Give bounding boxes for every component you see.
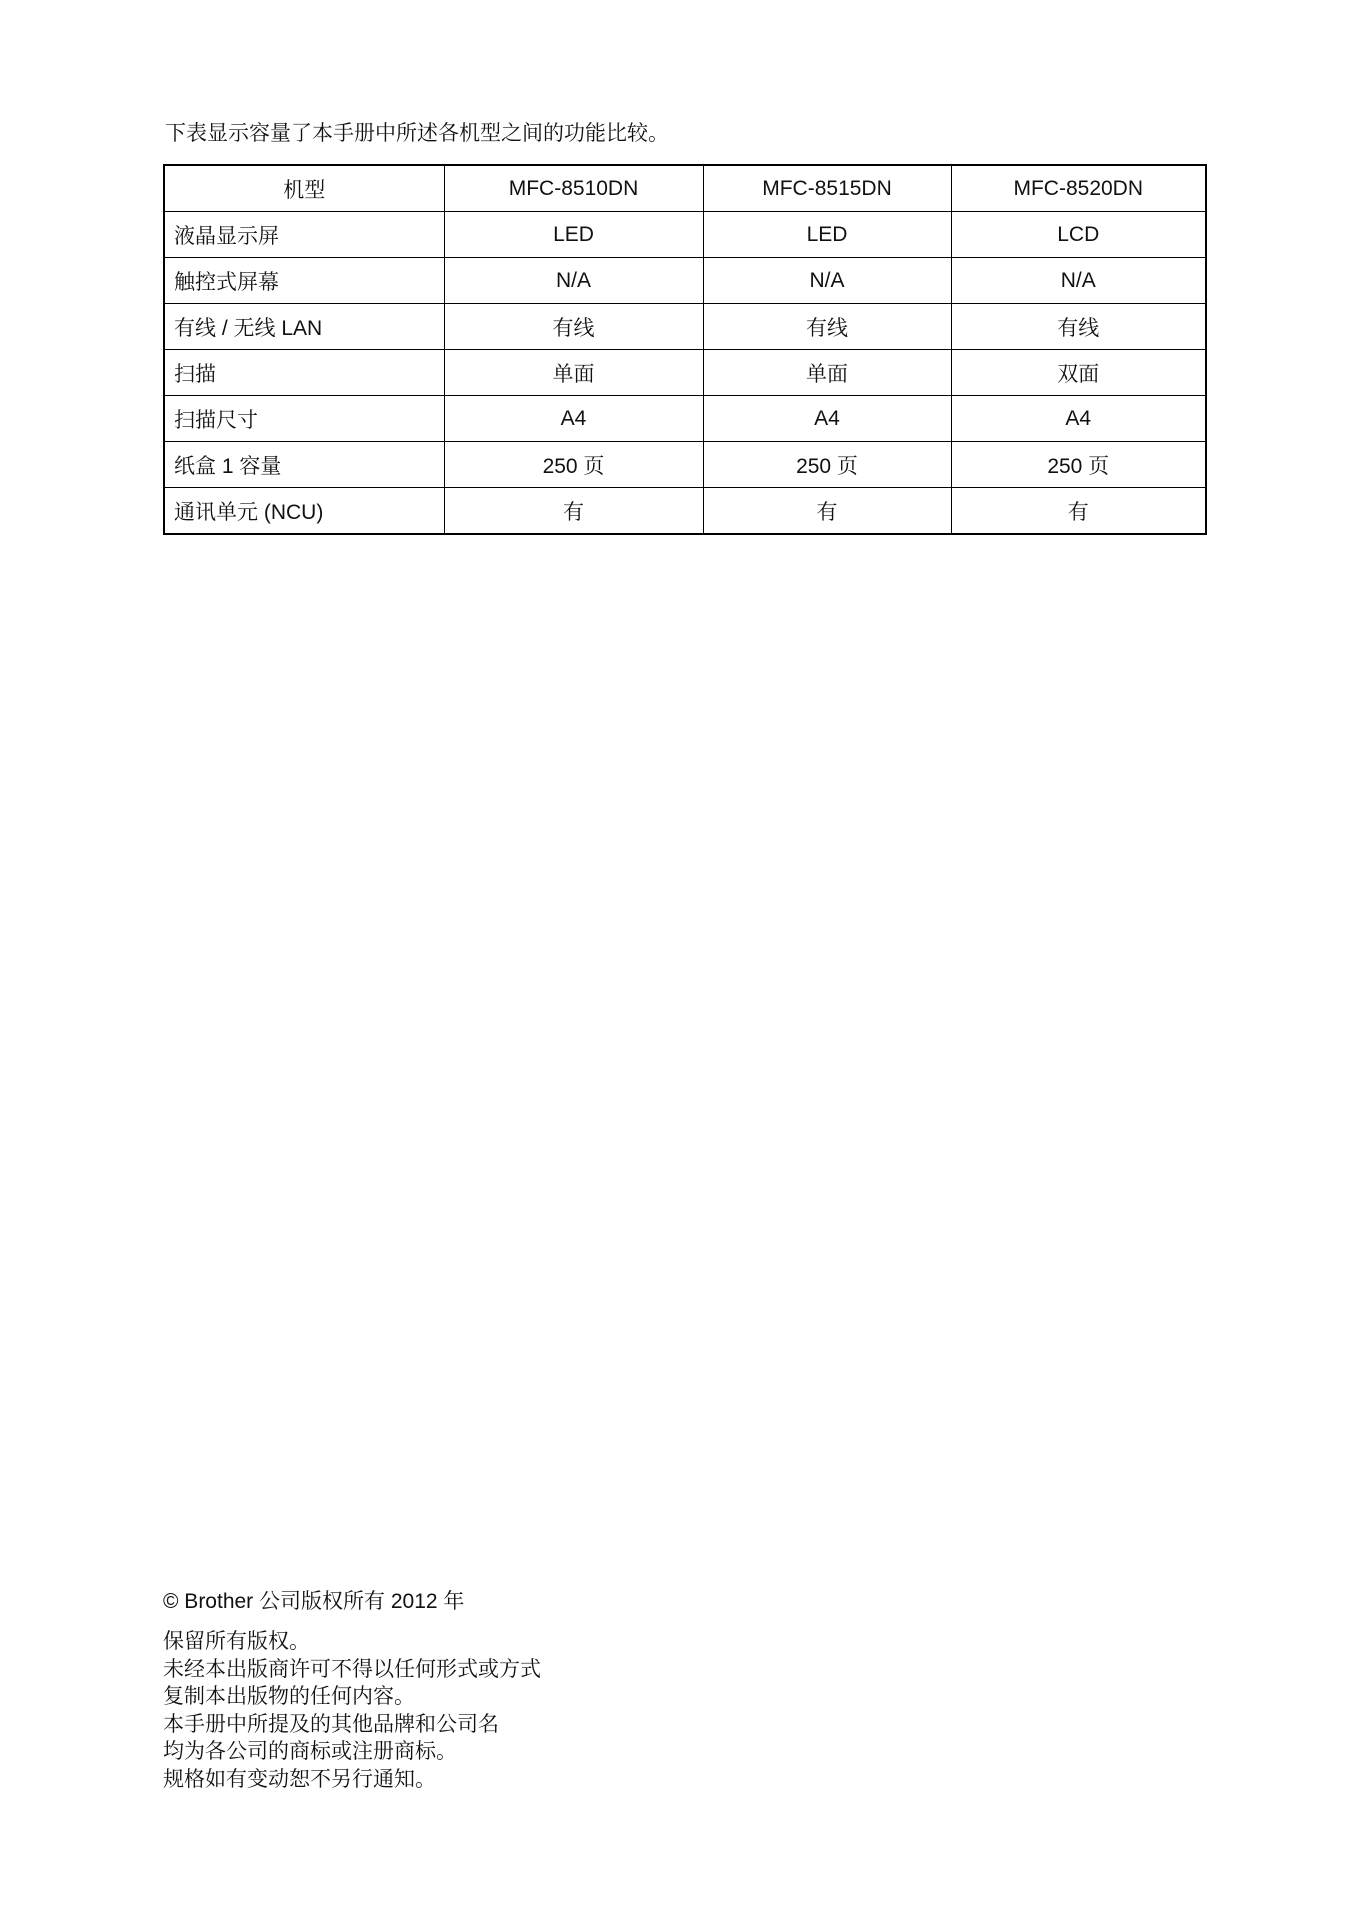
table-cell: A4	[703, 396, 951, 442]
table-row	[164, 396, 1206, 442]
table-cell: 250 页	[951, 442, 1206, 488]
copyright-notice: © Brother 公司版权所有 2012 年	[163, 1590, 465, 1613]
table-cell: N/A	[444, 258, 703, 304]
table-cell: 250 页	[444, 442, 703, 488]
legal-notice-line: 规格如有变动恕不另行通知。	[163, 1767, 436, 1791]
header-model: MFC-8515DN	[703, 165, 951, 212]
row-feature-label: 扫描尺寸	[164, 396, 444, 442]
row-feature-label: 触控式屏幕	[164, 258, 444, 304]
table-cell: A4	[444, 396, 703, 442]
table-row	[164, 304, 1206, 350]
intro-text: 下表显示容量了本手册中所述各机型之间的功能比较。	[165, 122, 669, 145]
table-cell: LED	[444, 212, 703, 258]
table-cell: N/A	[703, 258, 951, 304]
row-feature-label: 纸盒 1 容量	[164, 442, 444, 488]
header-model: MFC-8510DN	[444, 165, 703, 212]
header-feature: 机型	[164, 165, 444, 212]
row-feature-label: 液晶显示屏	[164, 212, 444, 258]
legal-notice-line: 本手册中所提及的其他品牌和公司名	[163, 1712, 499, 1736]
table-row	[164, 258, 1206, 304]
legal-notice-line: 保留所有版权。	[163, 1630, 310, 1653]
table-cell: 有	[951, 488, 1206, 535]
legal-notice-line: 均为各公司的商标或注册商标。	[163, 1740, 457, 1763]
table-cell: 有	[703, 488, 951, 535]
model-comparison-table	[163, 164, 1207, 535]
table-cell: 双面	[951, 350, 1206, 396]
table-cell: A4	[951, 396, 1206, 442]
table-cell: 有	[444, 488, 703, 535]
legal-notice-line: 复制本出版物的任何内容。	[163, 1685, 415, 1708]
legal-notice-line: 未经本出版商许可不得以任何形式或方式	[163, 1657, 541, 1681]
table-row	[164, 442, 1206, 488]
table-cell: 250 页	[703, 442, 951, 488]
row-feature-label: 通讯单元 (NCU)	[164, 488, 444, 535]
header-model: MFC-8520DN	[951, 165, 1206, 212]
table-cell: 单面	[703, 350, 951, 396]
table-cell: LCD	[951, 212, 1206, 258]
table-cell: N/A	[951, 258, 1206, 304]
table-cell: 单面	[444, 350, 703, 396]
table-cell: 有线	[703, 304, 951, 350]
table-cell: LED	[703, 212, 951, 258]
table-row	[164, 350, 1206, 396]
legal-notice	[163, 1628, 541, 1793]
table-cell: 有线	[951, 304, 1206, 350]
table-cell: 有线	[444, 304, 703, 350]
table-header-row	[164, 165, 1206, 212]
row-feature-label: 有线 / 无线 LAN	[164, 304, 444, 350]
row-feature-label: 扫描	[164, 350, 444, 396]
table-row	[164, 212, 1206, 258]
table-row	[164, 488, 1206, 535]
